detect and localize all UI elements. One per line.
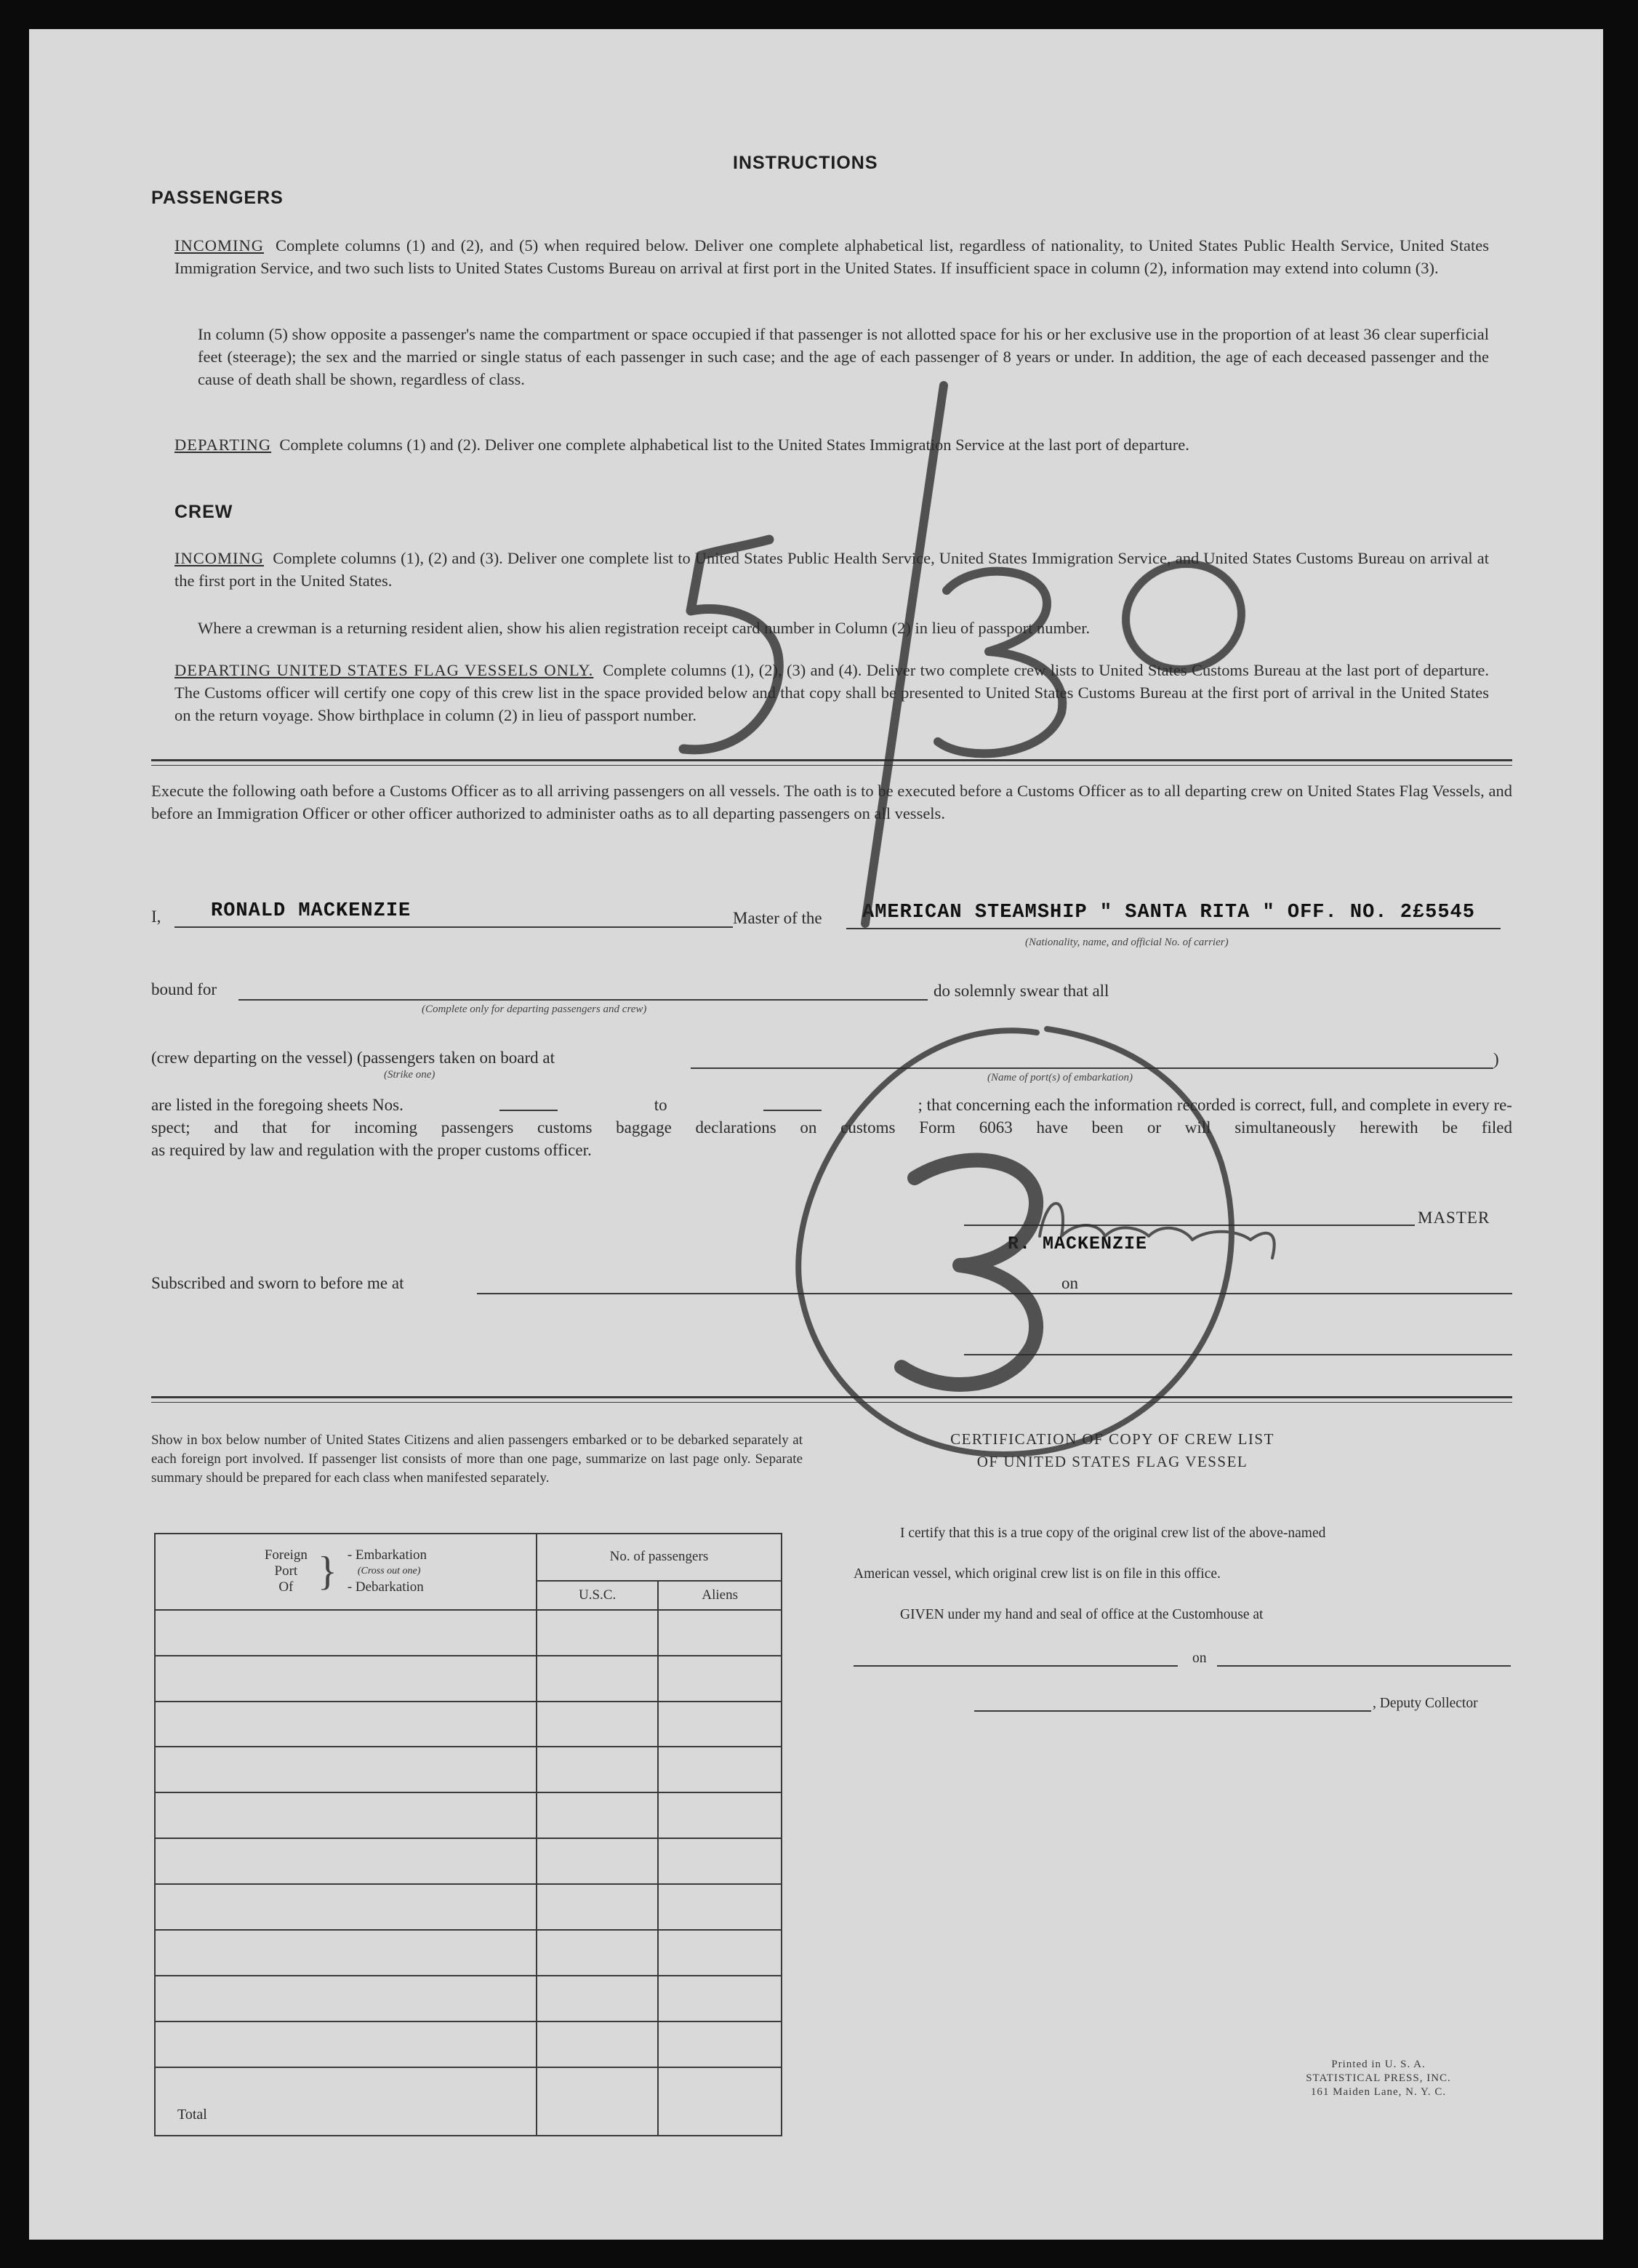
circled-three-mark [902, 1161, 1036, 1385]
handwritten-slash [865, 385, 944, 923]
vessel-caption: (Nationality, name, and official No. of carrier) [1025, 937, 1229, 948]
brace-icon: } [317, 1549, 337, 1595]
sheets-to: to [654, 1096, 667, 1114]
departing-text: Complete columns (1) and (2). Deliver one complete alphabetical list to the United States Immigration Service at the last port of departure. [279, 436, 1189, 454]
column5-paragraph: In column (5) show opposite a passenger's name the compartment or space occupied if that passenger is not allotted space for his or her exclusive use in the proportion of at least 36 clear superficial feet (steerage); the sex and the married or single status of each passenger in such case; and the age of each passenger of 8 years or under. In addition, the age of each deceased passenger and the cause of death shall be shown, regardless of class. [198, 325, 1489, 388]
cross-out-label: (Cross out one) [357, 1566, 421, 1577]
bound-for-caption: (Complete only for departing passengers and crew) [422, 1003, 647, 1015]
typed-signature-name: R. MACKENZIE [1008, 1233, 1148, 1254]
given-line: GIVEN under my hand and seal of office at the Customhouse at [900, 1607, 1264, 1622]
crew-incoming-text: Complete columns (1), (2) and (3). Deliver one complete list to United States Public Health Service, United States Immigration Service, and United States Customs Bureau on arrival at the first port in the United States. [174, 549, 1489, 590]
usc-header: U.S.C. [537, 1581, 659, 1610]
printer-line3: 161 Maiden Lane, N. Y. C. [1310, 2086, 1447, 2098]
close-paren: ) [1493, 1050, 1499, 1068]
subscribed-on-label: on [1061, 1274, 1078, 1292]
handwritten-five [683, 540, 779, 750]
foreign-label: Foreign [264, 1547, 308, 1563]
crew-heading: CREW [174, 502, 233, 522]
handwritten-zero [1114, 551, 1253, 683]
crew-incoming-label: INCOMING [174, 549, 264, 567]
vessel-name: AMERICAN STEAMSHIP " SANTA RITA " OFF. NO. 2£5545 [862, 902, 1475, 923]
strike-one-caption: (Strike one) [384, 1069, 435, 1081]
sheets-line1-b: ; that concerning each the information recorded is correct, full, and complete in every re- [918, 1096, 1512, 1114]
departing-label: DEPARTING [174, 436, 272, 454]
instructions-title: INSTRUCTIONS [733, 153, 878, 173]
sheets-line2: spect; and that for incoming passengers customs baggage declarations on customs Form 6063 have been or will simultaneously herewith be filed [151, 1118, 1512, 1137]
subscribed-label: Subscribed and sworn to before me at [151, 1274, 404, 1292]
incoming-label: INCOMING [174, 236, 264, 255]
certify-line2: American vessel, which original crew list is on file in this office. [854, 1566, 1221, 1582]
departing-us-label: DEPARTING UNITED STATES FLAG VESSELS ONLY. [174, 661, 594, 679]
incoming-text: Complete columns (1) and (2), and (5) when required below. Deliver one complete alphabetical list, regardless of nationality, to United States Public Health Service, United States Immigration Service, and two such lists to United States Customs Bureau on arrival at first port in the United States. If insufficient space in column (2), information may extend into column (3). [174, 236, 1490, 277]
departing-us-text: Complete columns (1), (2), (3) and (4). Deliver two complete crew lists to United States Customs Bureau at the last port of departure. The Customs officer will certify one copy of this crew list in the space provided below and that copy shall be presented to United States Customs Bureau at the first port of arrival in the United States on the return voyage. Show birthplace in column (2) in lieu of passport number. [174, 661, 1490, 724]
printer-line2: STATISTICAL PRESS, INC. [1306, 2072, 1451, 2084]
oath-i-label: I, [151, 907, 161, 926]
sheets-line3: as required by law and regulation with the proper customs officer. [151, 1141, 592, 1159]
certification-title-line1: CERTIFICATION OF COPY OF CREW LIST [950, 1430, 1274, 1448]
handwritten-three-small [938, 572, 1062, 754]
passengers-heading: PASSENGERS [151, 188, 284, 208]
summary-note: Show in box below number of United States Citizens and alien passengers embarked or to be debarked separately at each foreign port involved. If passenger list consists of more than one page, summarize on last page only. Separate summary should be prepared for each class when manifested separately. [151, 1432, 803, 1486]
deputy-collector-label: , Deputy Collector [1373, 1696, 1478, 1711]
port-caption: (Name of port(s) of embarkation) [987, 1072, 1133, 1083]
bound-for-label: bound for [151, 980, 217, 998]
handwritten-marks [29, 29, 1603, 2240]
crew-departing-text: (crew departing on the vessel) (passengers taken on board at [151, 1049, 555, 1067]
no-passengers-header: No. of passengers [537, 1534, 782, 1581]
port-label: Port [274, 1563, 298, 1579]
oath-intro: Execute the following oath before a Customs Officer as to all arriving passengers on all vessels. The oath is to be executed before a Customs Officer as to all departing crew on United States Flag Vessels, and before an Immigration Officer or other officer authorized to administer oaths as to all departing passengers on all vessels. [151, 782, 1512, 822]
master-of-label: Master of the [733, 909, 822, 927]
of-label: Of [278, 1579, 294, 1595]
debarkation-label: - Debarkation [347, 1579, 424, 1595]
master-signature [1040, 1203, 1274, 1258]
aliens-header: Aliens [658, 1581, 782, 1610]
certify-line1: I certify that this is a true copy of the original crew list of the above-named [900, 1526, 1326, 1541]
sheets-line1-a: are listed in the foregoing sheets Nos. [151, 1096, 404, 1114]
embarkation-label: - Embarkation [347, 1547, 427, 1563]
printer-line1: Printed in U. S. A. [1331, 2059, 1426, 2070]
cert-on-label: on [1192, 1651, 1207, 1666]
total-label: Total [155, 2067, 537, 2136]
handwritten-fraction-value [29, 29, 30, 30]
master-name: RONALD MACKENZIE [211, 900, 411, 922]
master-label: MASTER [1418, 1209, 1490, 1227]
certification-title-line2: OF UNITED STATES FLAG VESSEL [976, 1453, 1248, 1470]
solemnly-swear-text: do solemnly swear that all [934, 982, 1109, 1000]
document-page [29, 29, 1603, 2240]
crewman-paragraph: Where a crewman is a returning resident alien, show his alien registration receipt card number in Column (2) in lieu of passport number. [198, 619, 1091, 637]
